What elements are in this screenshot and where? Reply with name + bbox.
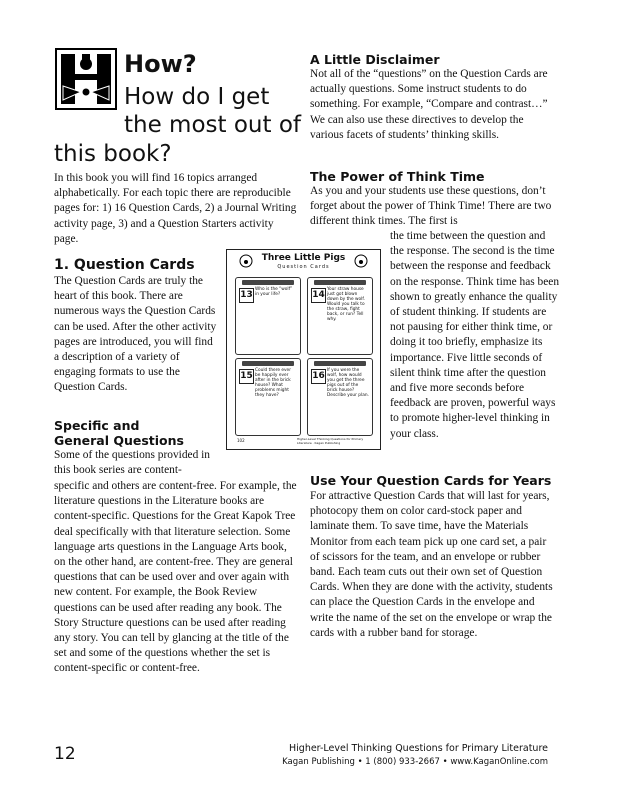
mini-card	[307, 358, 373, 436]
specific-paragraph-wide: specific and others are content-free. For example, the literature questions in the Literature books are content-specific. Questions for the Great Kapok Tree deal specifically with that literature selection. Some language arts questions in the Language Arts book, on the other hand, are content-free. They are general questions that can be used over and over again with new content. For example, the Book Review questions can be used after reading any book. The Story Structure questions can be used after reading any story. You can tell by glancing at the title of the set and some of the questions whether the set is content-specific or content-free.	[54, 480, 297, 675]
mini-card-text: Your straw house just got blown down by the wolf. Would you talk to the straw, fight back, or run? Tell why.	[327, 287, 365, 322]
pig-icon	[237, 253, 255, 269]
intro-paragraph: In this book you will find 16 topics arranged alphabetically. For each topic there are reproducible pages for: 1) 16 Question Cards, 2) a Journal Writing activity page, 3) and a Question Starters activity page.	[54, 172, 297, 245]
mini-card-number: 16	[311, 369, 326, 384]
footer-book-title: Higher-Level Thinking Questions for Primary Literature	[289, 743, 548, 754]
specific-heading-line-1: Specific and	[54, 418, 140, 433]
subtitle-line-3: this book?	[54, 141, 172, 167]
question-card-sample-image	[226, 249, 381, 450]
card-image-title: Three Little Pigs	[261, 253, 346, 263]
mini-card-number: 14	[311, 288, 326, 303]
card-image-page-number: 102	[237, 438, 245, 443]
mini-card	[235, 277, 301, 355]
mini-card-text: If you were the wolf, how would you get the three pigs out of the brick house? Describe your plan.	[327, 368, 369, 398]
mini-card-text: Could there ever be happily ever after in the brick house? What problems might they have?	[255, 368, 291, 398]
specific-heading-line-2: General Questions	[54, 433, 184, 448]
card-image-credit: Higher-Level Thinking Questions for Primary Literature · Kagan Publishing	[297, 437, 364, 445]
question-cards-paragraph: The Question Cards are truly the heart of this book. There are numerous ways the Question Cards can be used. After the other activity pages are introduced, you will find a description of a variety of engaging formats to use the Question Cards.	[54, 275, 217, 394]
mini-card-text: Who is the “wolf” in your life?	[255, 287, 293, 297]
mini-card-number: 13	[239, 288, 254, 303]
think-time-paragraph-narrow: the time between the question and the response. The second is the time between the response and feedback on the response. Think time has been shown to greatly enhance the quality of student thinking. If students are not pausing for either think time, or doing it too briefly, emphasize its importance. Five little seconds of silent think time after the question and five more seconds before feedback are proven, powerful ways to promote higher-level thinking in your class.	[390, 230, 560, 440]
specific-paragraph-narrow: Some of the questions provided in this book series are content-	[54, 449, 210, 477]
subtitle-line-2: the most out of	[124, 112, 301, 138]
subtitle-line-1: How do I get	[124, 84, 270, 110]
mini-card	[235, 358, 301, 436]
disclaimer-heading: A Little Disclaimer	[310, 52, 440, 67]
question-cards-heading: 1. Question Cards	[54, 257, 195, 273]
mini-card	[307, 277, 373, 355]
page-title: How?	[124, 50, 197, 78]
footer-publisher: Kagan Publishing • 1 (800) 933-2667 • www.KaganOnline.com	[282, 757, 548, 767]
years-paragraph: For attractive Question Cards that will last for years, photocopy them on color card-stock paper and laminate them. To save time, have the Materials Monitor from each team pick up one card set, a pair of scissors for the team, and an envelope or rubber band. Each team cuts out their own set of Question Cards. When they are done with the activity, students can place the Question Cards in the envelope and write the name of the set on the envelope or wrap the cards with a rubber band for storage.	[310, 490, 553, 639]
years-heading: Use Your Question Cards for Years	[310, 473, 552, 488]
logo-h-icon	[55, 48, 117, 110]
pig-icon	[352, 253, 370, 269]
think-time-heading: The Power of Think Time	[310, 169, 485, 184]
disclaimer-paragraph: Not all of the “questions” on the Question Cards are actually questions. Some instruct students to do something. For example, “Compare and contrast…” We can also use these directives to develop the various facets of students’ thinking skills.	[310, 68, 548, 141]
think-time-paragraph-wide: As you and your students use these questions, don’t forget about the power of Think Time! There are two different think times. The first is	[310, 185, 552, 228]
mini-card-number: 15	[239, 369, 254, 384]
page-number: 12	[54, 744, 76, 764]
card-image-subtitle: Question Cards	[277, 264, 330, 270]
